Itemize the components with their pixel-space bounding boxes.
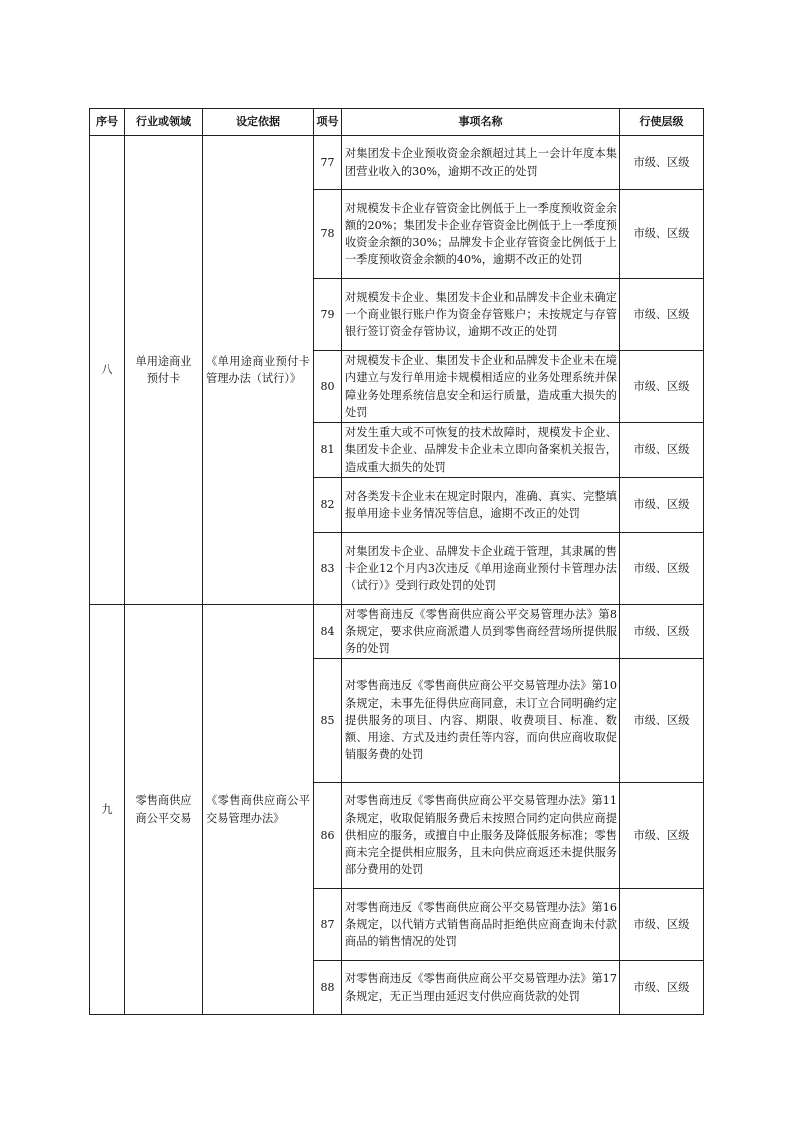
table-body (90, 136, 704, 1015)
item-no: 88 (314, 961, 342, 1015)
item-name: 对零售商违反《零售商供应商公平交易管理办法》第11条规定，收取促销服务费后未按照合同约定向供应商提供相应的服务，或擅自中止服务及降低服务标准；零售商未完全提供相应服务，且未向供应商返还未提供服务部分费用的处罚 (342, 783, 620, 889)
item-no: 80 (314, 351, 342, 423)
item-level: 市级、区级 (620, 351, 704, 423)
header-seq: 序号 (90, 109, 125, 136)
header-item-no: 项号 (314, 109, 342, 136)
group-seq: 九 (90, 605, 125, 1015)
item-no: 82 (314, 478, 342, 533)
item-no: 78 (314, 190, 342, 279)
item-no: 87 (314, 889, 342, 961)
item-no: 83 (314, 533, 342, 605)
item-level: 市级、区级 (620, 136, 704, 190)
item-name: 对规模发卡企业存管资金比例低于上一季度预收资金余额的20%；集团发卡企业存管资金比例低于上一季度预收资金余额的30%；品牌发卡企业存管资金比例低于上一季度预收资金余额的40%，逾期不改正的处罚 (342, 190, 620, 279)
item-level: 市级、区级 (620, 279, 704, 351)
item-name: 对零售商违反《零售商供应商公平交易管理办法》第10条规定，未事先征得供应商同意，未订立合同明确约定提供服务的项目、内容、期限、收费项目、标准、数额、用途、方式及违约责任等内容，而向供应商收取促销服务费的处罚 (342, 659, 620, 783)
item-level: 市级、区级 (620, 478, 704, 533)
header-industry: 行业或领域 (125, 109, 203, 136)
item-level: 市级、区级 (620, 190, 704, 279)
item-level: 市级、区级 (620, 889, 704, 961)
item-name: 对各类发卡企业未在规定时限内，准确、真实、完整填报单用途卡业务情况等信息，逾期不改正的处罚 (342, 478, 620, 533)
item-name: 对集团发卡企业预收资金余额超过其上一会计年度本集团营业收入的30%，逾期不改正的处罚 (342, 136, 620, 190)
item-no: 81 (314, 423, 342, 478)
item-no: 77 (314, 136, 342, 190)
header-basis: 设定依据 (203, 109, 314, 136)
item-name: 对零售商违反《零售商供应商公平交易管理办法》第16条规定，以代销方式销售商品时拒绝供应商查询未付款商品的销售情况的处罚 (342, 889, 620, 961)
item-level: 市级、区级 (620, 783, 704, 889)
item-no: 85 (314, 659, 342, 783)
item-level: 市级、区级 (620, 423, 704, 478)
item-level: 市级、区级 (620, 961, 704, 1015)
item-level: 市级、区级 (620, 605, 704, 659)
table-row (90, 605, 704, 659)
item-name: 对发生重大或不可恢复的技术故障时，规模发卡企业、集团发卡企业、品牌发卡企业未立即向备案机关报告，造成重大损失的处罚 (342, 423, 620, 478)
group-basis: 《零售商供应商公平交易管理办法》 (203, 605, 314, 1015)
group-industry: 单用途商业预付卡 (125, 136, 203, 605)
penalty-items-table (89, 108, 704, 1015)
group-basis: 《单用途商业预付卡管理办法（试行）》 (203, 136, 314, 605)
item-name: 对集团发卡企业、品牌发卡企业疏于管理，其隶属的售卡企业12个月内3次违反《单用途商业预付卡管理办法（试行）》受到行政处罚的处罚 (342, 533, 620, 605)
item-name: 对零售商违反《零售商供应商公平交易管理办法》第8条规定，要求供应商派遣人员到零售商经营场所提供服务的处罚 (342, 605, 620, 659)
item-level: 市级、区级 (620, 533, 704, 605)
item-name: 对零售商违反《零售商供应商公平交易管理办法》第17条规定，无正当理由延迟支付供应商货款的处罚 (342, 961, 620, 1015)
item-name: 对规模发卡企业、集团发卡企业和品牌发卡企业未确定一个商业银行账户作为资金存管账户；未按规定与存管银行签订资金存管协议，逾期不改正的处罚 (342, 279, 620, 351)
header-level: 行使层级 (620, 109, 704, 136)
item-no: 84 (314, 605, 342, 659)
group-industry: 零售商供应商公平交易 (125, 605, 203, 1015)
table-header-row (90, 109, 704, 136)
item-name: 对规模发卡企业、集团发卡企业和品牌发卡企业未在境内建立与发行单用途卡规模相适应的业务处理系统并保障业务处理系统信息安全和运行质量，造成重大损失的处罚 (342, 351, 620, 423)
item-level: 市级、区级 (620, 659, 704, 783)
item-no: 79 (314, 279, 342, 351)
table-row (90, 136, 704, 190)
header-item-name: 事项名称 (342, 109, 620, 136)
item-no: 86 (314, 783, 342, 889)
group-seq: 八 (90, 136, 125, 605)
